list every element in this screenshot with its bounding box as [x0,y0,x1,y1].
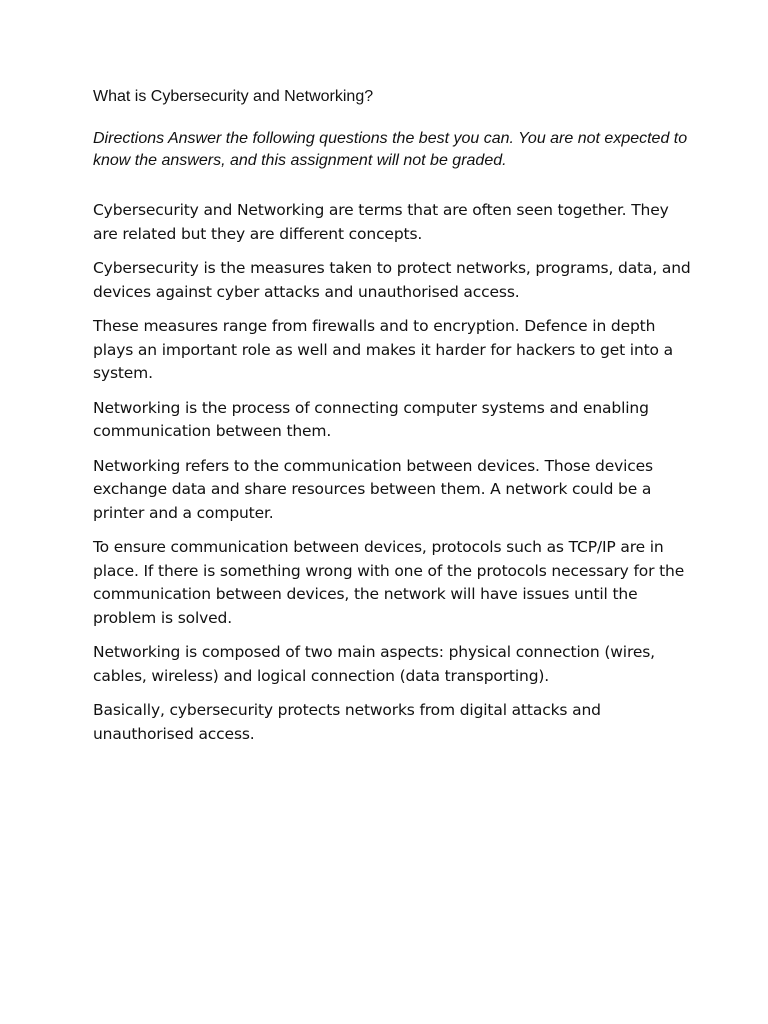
document-page [93,86,693,757]
paragraph-1: Cybersecurity and Networking are terms that are often seen together. They are related but they are different concepts. [93,201,669,243]
paragraph-4: Networking is the process of connecting computer systems and enabling communication between them. [93,398,649,440]
paragraph-5: Networking refers to the communication between devices. Those devices exchange data and share resources between them. A network could be a printer and a computer. [93,456,653,522]
paragraph-3: These measures range from firewalls and to encryption. Defence in depth plays an important role as well and makes it harder for hackers to get into a system. [93,317,674,382]
paragraph-7: Networking is composed of two main aspects: physical connection (wires, cables, wireless) and logical connection (data transporting). [93,643,655,685]
paragraph-2: Cybersecurity is the measures taken to protect networks, programs, data, and devices against cyber attacks and unauthorised access. [93,259,691,301]
paragraph-8: Basically, cybersecurity protects networks from digital attacks and unauthorised access. [93,701,601,743]
paragraph-6: To ensure communication between devices, protocols such as TCP/IP are in place. If there is something wrong with one of the protocols necessary for the communication between devices, the network will have issues until the problem is solved. [93,538,685,627]
directions-text: Directions Answer the following questions the best you can. You are not expected to know the answers, and this assignment will not be graded. [93,130,688,169]
document-title: What is Cybersecurity and Networking? [93,88,374,105]
